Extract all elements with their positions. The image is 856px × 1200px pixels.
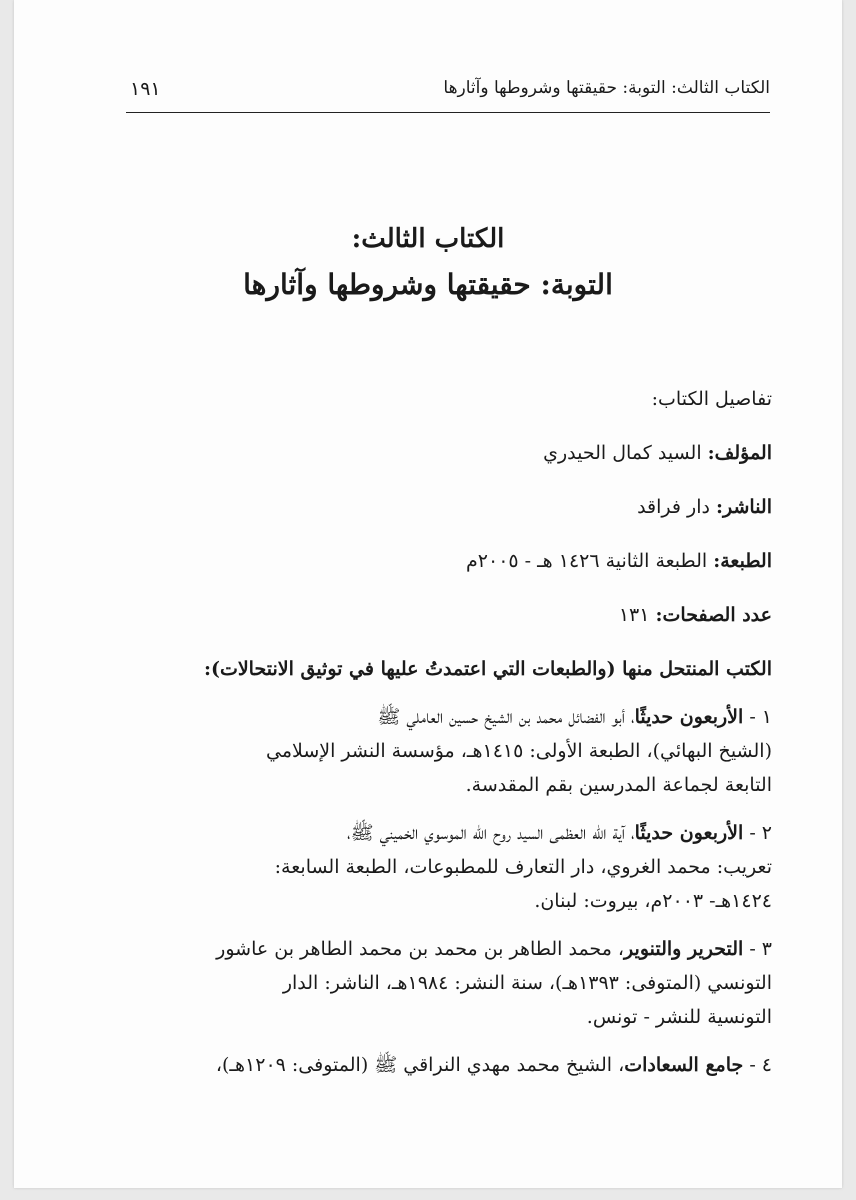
entry-number: ٤ - — [743, 1054, 772, 1076]
book-label: الكتاب الثالث: — [351, 224, 505, 254]
page-header — [126, 76, 770, 113]
entry-line — [114, 932, 772, 966]
entry-text: ، الشيخ محمد مهدي النراقي ﷺ (المتوفى: ١٢٠٩هـ)، — [215, 1054, 625, 1076]
entry-text: ، آية الله العظمى السيد روح الله الموسوي الخميني ﷺ، — [346, 822, 635, 844]
source-entry — [114, 1048, 772, 1082]
pages-label: عدد الصفحات: — [655, 604, 772, 626]
edition-label: الطبعة: — [713, 550, 772, 572]
entry-line: التونسية للنشر - تونس. — [586, 1006, 772, 1028]
entry-title: الأربعون حديثًا — [634, 706, 744, 728]
author-label: المؤلف: — [707, 442, 772, 464]
book-details-content — [114, 382, 772, 1096]
source-entry — [114, 816, 772, 918]
entry-text: ، أبو الفضائل محمد بن الشيخ حسين العاملي ﷺ — [377, 706, 635, 728]
publisher-field — [114, 490, 772, 524]
entry-line — [114, 700, 772, 734]
entry-title: جامع السعادات — [624, 1054, 744, 1076]
author-value: السيد كمال الحيدري — [543, 442, 708, 464]
source-entry — [114, 932, 772, 1034]
details-heading: تفاصيل الكتاب: — [651, 388, 772, 410]
entry-line: (الشيخ البهائي)، الطبعة الأولى: ١٤١٥هـ، مؤسسة النشر الإسلامي — [265, 740, 772, 762]
running-title: الكتاب الثالث: التوبة: حقيقتها وشروطها وآثارها — [443, 78, 770, 98]
page-number: ١٩١ — [130, 78, 161, 100]
entry-number: ٢ - — [743, 822, 772, 844]
chapter-title-block — [14, 224, 842, 301]
entry-line: تعريب: محمد الغروي، دار التعارف للمطبوعات، الطبعة السابعة: — [274, 856, 772, 878]
publisher-label: الناشر: — [715, 496, 772, 518]
entry-line — [114, 1048, 772, 1082]
entry-title: الأربعون حديثًا — [634, 822, 744, 844]
entry-number: ١ - — [743, 706, 772, 728]
pages-value: ١٣١ — [618, 604, 656, 626]
edition-field — [114, 544, 772, 578]
book-title: التوبة: حقيقتها وشروطها وآثارها — [243, 268, 613, 301]
entry-title: التحرير والتنوير — [624, 938, 744, 960]
sources-heading: الكتب المنتحل منها (والطبعات التي اعتمدتُ عليها في توثيق الانتحالات): — [203, 658, 772, 680]
publisher-value: دار فراقد — [637, 496, 716, 518]
entry-line — [114, 816, 772, 850]
entry-text: ، محمد الطاهر بن محمد بن محمد الطاهر بن عاشور — [216, 938, 625, 960]
pages-field — [114, 598, 772, 632]
entry-line: ١٤٢٤هـ- ٢٠٠٣م، بيروت: لبنان. — [534, 890, 772, 912]
entry-line: التابعة لجماعة المدرسين بقم المقدسة. — [465, 774, 772, 796]
edition-value: الطبعة الثانية ١٤٢٦ هـ - ٢٠٠٥م — [466, 550, 714, 572]
source-entry — [114, 700, 772, 802]
book-page — [14, 0, 842, 1188]
author-field — [114, 436, 772, 470]
entry-line: التونسي (المتوفى: ١٣٩٣هـ)، سنة النشر: ١٩٨٤هـ، الناشر: الدار — [282, 972, 772, 994]
entry-number: ٣ - — [743, 938, 772, 960]
